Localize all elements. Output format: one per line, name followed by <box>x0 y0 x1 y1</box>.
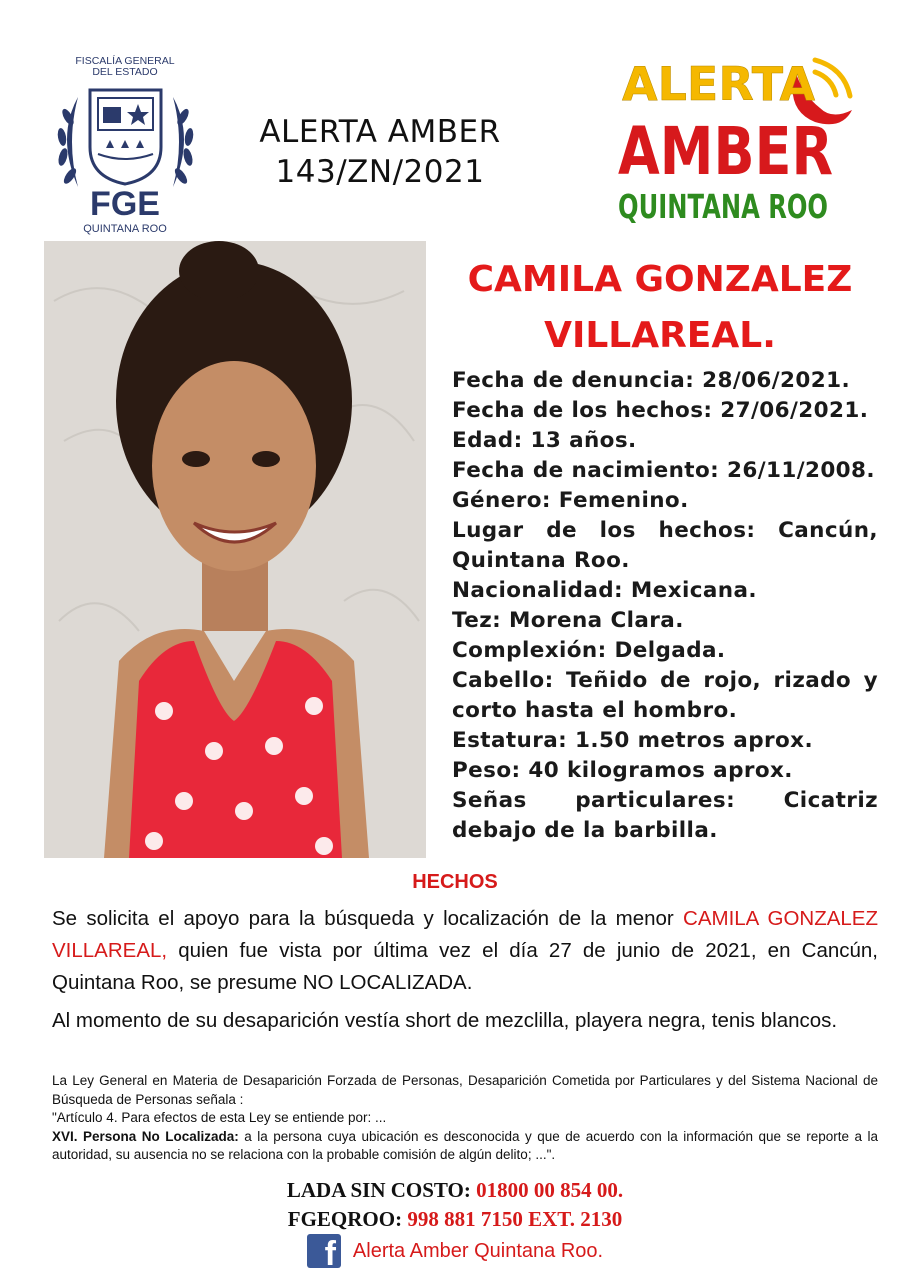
lada-label: LADA SIN COSTO: <box>286 1178 471 1202</box>
fge-top-text-2: DEL ESTADO <box>92 66 158 78</box>
facebook-page-name: Alerta Amber Quintana Roo. <box>352 1239 604 1262</box>
hechos-heading: HECHOS <box>412 871 498 893</box>
fge-top-text-1: FISCALÍA GENERAL <box>75 55 175 67</box>
detail-fecha-denuncia: Fecha de denuncia: 28/06/2021. <box>452 368 851 393</box>
legal-line-3-bold: XVI. Persona No Localizada: <box>52 1128 239 1144</box>
hechos-p1-name: CAMILA GONZALEZ VILLAREAL, <box>52 907 878 962</box>
shield-icon <box>90 90 161 184</box>
detail-estatura: Estatura: 1.50 metros aprox. <box>452 728 814 753</box>
alerta-amber-logo <box>610 50 860 230</box>
lada-number: 01800 00 854 00. <box>470 1178 624 1202</box>
person-name-line2: VILLAREAL. <box>544 315 776 356</box>
fgeqroo-label: FGEQROO: <box>287 1207 403 1231</box>
detail-cabello: Cabello: Teñido de rojo, rizado y corto hasta el hombro. <box>452 668 878 723</box>
legal-text <box>52 1072 878 1165</box>
detail-peso: Peso: 40 kilogramos aprox. <box>452 758 793 783</box>
facebook-row <box>0 1232 910 1273</box>
hechos-paragraph-2: Al momento de su desaparición vestía short de mezclilla, playera negra, tenis blancos. <box>52 1009 838 1032</box>
amber-logo-line2: AMBER <box>618 113 833 190</box>
detail-complexion: Complexión: Delgada. <box>452 638 726 663</box>
contact-lada <box>0 1178 910 1203</box>
fge-bottom-text: QUINTANA ROO <box>83 223 167 235</box>
fge-acronym: FGE <box>90 185 160 223</box>
hechos-p1-after: quien fue vista por última vez el día 27 de junio de 2021, en Cancún, Quintana Roo, se presume NO LOCALIZADA. <box>52 939 878 994</box>
person-name-line1: CAMILA GONZALEZ <box>467 259 853 300</box>
person-name <box>440 252 880 364</box>
detail-fecha-nacimiento: Fecha de nacimiento: 26/11/2008. <box>452 458 875 483</box>
fge-logo <box>48 52 203 237</box>
detail-senas: Señas particulares: Cicatriz debajo de la barbilla. <box>452 788 878 843</box>
detail-edad: Edad: 13 años. <box>452 428 637 453</box>
detail-nacionalidad: Nacionalidad: Mexicana. <box>452 578 757 603</box>
facebook-icon: f <box>307 1234 341 1268</box>
hechos-body <box>52 903 878 1043</box>
signal-waves-icon <box>815 60 850 96</box>
detail-fecha-hechos: Fecha de los hechos: 27/06/2021. <box>452 398 869 423</box>
detail-tez: Tez: Morena Clara. <box>452 608 684 633</box>
alert-title-line1: ALERTA AMBER <box>259 114 501 150</box>
detail-genero: Género: Femenino. <box>452 488 689 513</box>
legal-line-3-rest: a la persona cuya ubicación es desconocida y que de acuerdo con la información que se reporte a la autoridad, su ausencia no se relaciona con la probable comisión de algún delito; ...". <box>52 1128 878 1162</box>
alert-case-number: 143/ZN/2021 <box>275 154 485 190</box>
amber-logo-line3: QUINTANA ROO <box>618 187 828 226</box>
legal-line-3 <box>52 1128 878 1165</box>
contact-fgeqroo <box>0 1207 910 1232</box>
hechos-paragraph-1 <box>52 903 878 999</box>
amber-logo-line1: ALERTA <box>622 57 816 111</box>
hechos-p1-before: Se solicita el apoyo para la búsqueda y localización de la menor <box>52 907 684 930</box>
detail-lugar-hechos: Lugar de los hechos: Cancún, Quintana Roo. <box>452 518 878 573</box>
legal-line-2: "Artículo 4. Para efectos de esta Ley se entiende por: ... <box>52 1110 387 1125</box>
fgeqroo-number: 998 881 7150 EXT. 2130 <box>402 1207 623 1231</box>
alert-title <box>230 112 530 192</box>
missing-person-photo <box>44 241 426 858</box>
details-list <box>452 366 878 846</box>
legal-line-1: La Ley General en Materia de Desaparición Forzada de Personas, Desaparición Cometida por Particulares y del Sistema Nacional de Búsqueda de Personas señala : <box>52 1073 878 1107</box>
